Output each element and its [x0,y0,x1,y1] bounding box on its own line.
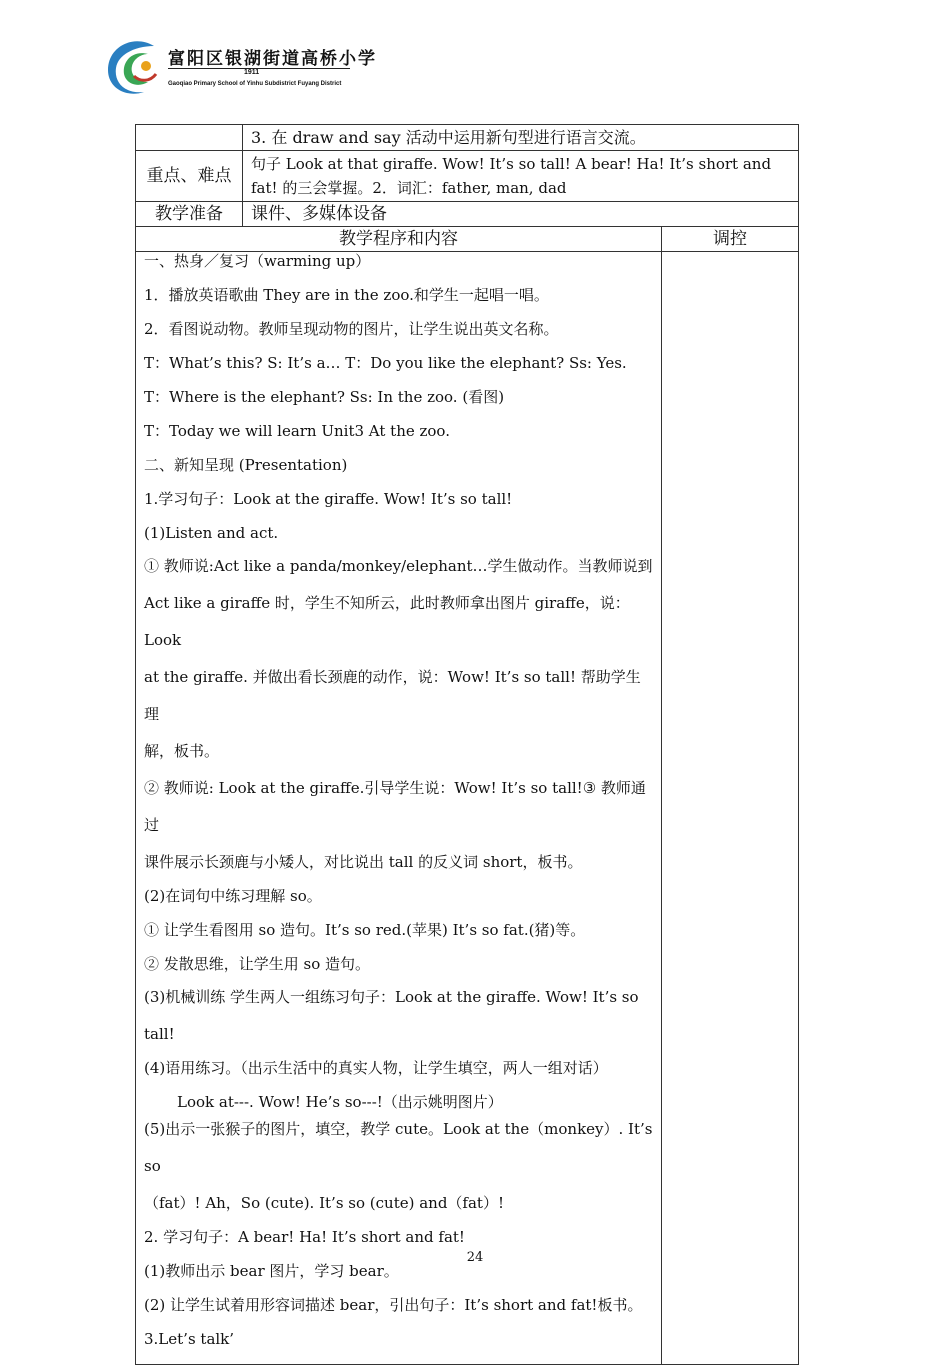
text-line: (3)机械训练 学生两人一组练习句子：Look at the giraffe. Wow! It’s so [144,988,639,1006]
lesson-plan-table [135,124,799,1365]
text-line: T：What’s this? S: It’s a… T：Do you like the elephant? Ss: Yes. [144,354,627,372]
text-line: (1)教师出示 bear 图片，学习 bear。 [144,1262,399,1280]
text-line: T：Where is the elephant? Ss: In the zoo. (看图) [144,388,505,406]
header-row [136,227,799,252]
prep-label: 教学准备 [136,202,243,227]
school-name-en: Gaoqiao Primary School of Yinhu Subdistrict Fuyang District [168,81,342,87]
text-line: 一、热身／复习（warming up） [144,252,371,270]
text-line: ① 教师说:Act like a panda/monkey/elephant…学生做动作。当教师说到 [144,557,653,575]
key-text: 句子 Look at that giraffe. Wow! It’s so tall! A bear! Ha! It’s short and fat! 的三会掌握。2．词汇：father, man, dad [243,151,799,202]
school-emblem-icon [104,36,166,98]
adjust-cell [662,252,799,1365]
text-line: (2) 让学生试着用形容词描述 bear，引出句子：It’s short and fat!板书。 [144,1296,643,1314]
text-line: Look at---. Wow! He’s so---!（出示姚明图片） [177,1093,503,1111]
content-row [136,252,799,1365]
text-line: ① 让学生看图用 so 造句。It’s so red.(苹果) It’s so fat.(猪)等。 [144,921,586,939]
procedure-content [136,252,662,1365]
text-line: 解，板书。 [144,742,220,760]
text-line: (1)Listen and act. [144,524,279,542]
text-line: (5)出示一张猴子的图片，填空，教学 cute。Look at the（monkey）. It’s so [144,1120,653,1175]
text-line: ② 教师说: Look at the giraffe.引导学生说：Wow! It’s so tall!③ 教师通过 [144,779,646,834]
text-line: Act like a giraffe 时，学生不知所云，此时教师拿出图片 giraffe，说：Look [144,594,630,649]
text-line: （fat）! Ah，So (cute). It’s so (cute) and（fat）! [144,1194,504,1212]
prep-row [136,202,799,227]
procedure-header: 教学程序和内容 [136,227,662,252]
text-line: 课件展示长颈鹿与小矮人，对比说出 tall 的反义词 short，板书。 [144,853,583,871]
text-line: at the giraffe. 并做出看长颈鹿的动作，说：Wow! It’s so tall! 帮助学生理 [144,668,641,723]
prep-text: 课件、多媒体设备 [243,202,799,227]
text-line: tall! [144,1025,175,1043]
text-line: 二、新知呈现 (Presentation) [144,456,348,474]
text-line: 1．播放英语歌曲 They are in the zoo.和学生一起唱一唱。 [144,286,549,304]
founded-year: 1911 [244,69,260,76]
goal-3: 3. 在 draw and say 活动中运用新句型进行语言交流。 [243,125,799,151]
key-label: 重点、难点 [136,151,243,202]
school-logo [104,36,377,100]
school-name: 富阳区银湖街道高桥小学 [168,49,377,69]
text-line: 2．看图说动物。教师呈现动物的图片，让学生说出英文名称。 [144,320,559,338]
key-row [136,151,799,202]
text-line: 3.Let’s talk’ [144,1330,235,1348]
adjust-header: 调控 [662,227,799,252]
page-number: 24 [466,1250,484,1265]
goal-row [136,125,799,151]
text-line: 2. 学习句子：A bear! Ha! It’s short and fat! [144,1228,465,1246]
text-line: (2)在词句中练习理解 so。 [144,887,322,905]
text-line: ② 发散思维，让学生用 so 造句。 [144,955,371,973]
text-line: 1.学习句子：Look at the giraffe. Wow! It’s so tall! [144,490,513,508]
text-line: T：Today we will learn Unit3 At the zoo. [144,422,450,440]
goal-label-cell [136,125,243,151]
text-line: (4)语用练习。（出示生活中的真实人物，让学生填空，两人一组对话） [144,1059,608,1077]
